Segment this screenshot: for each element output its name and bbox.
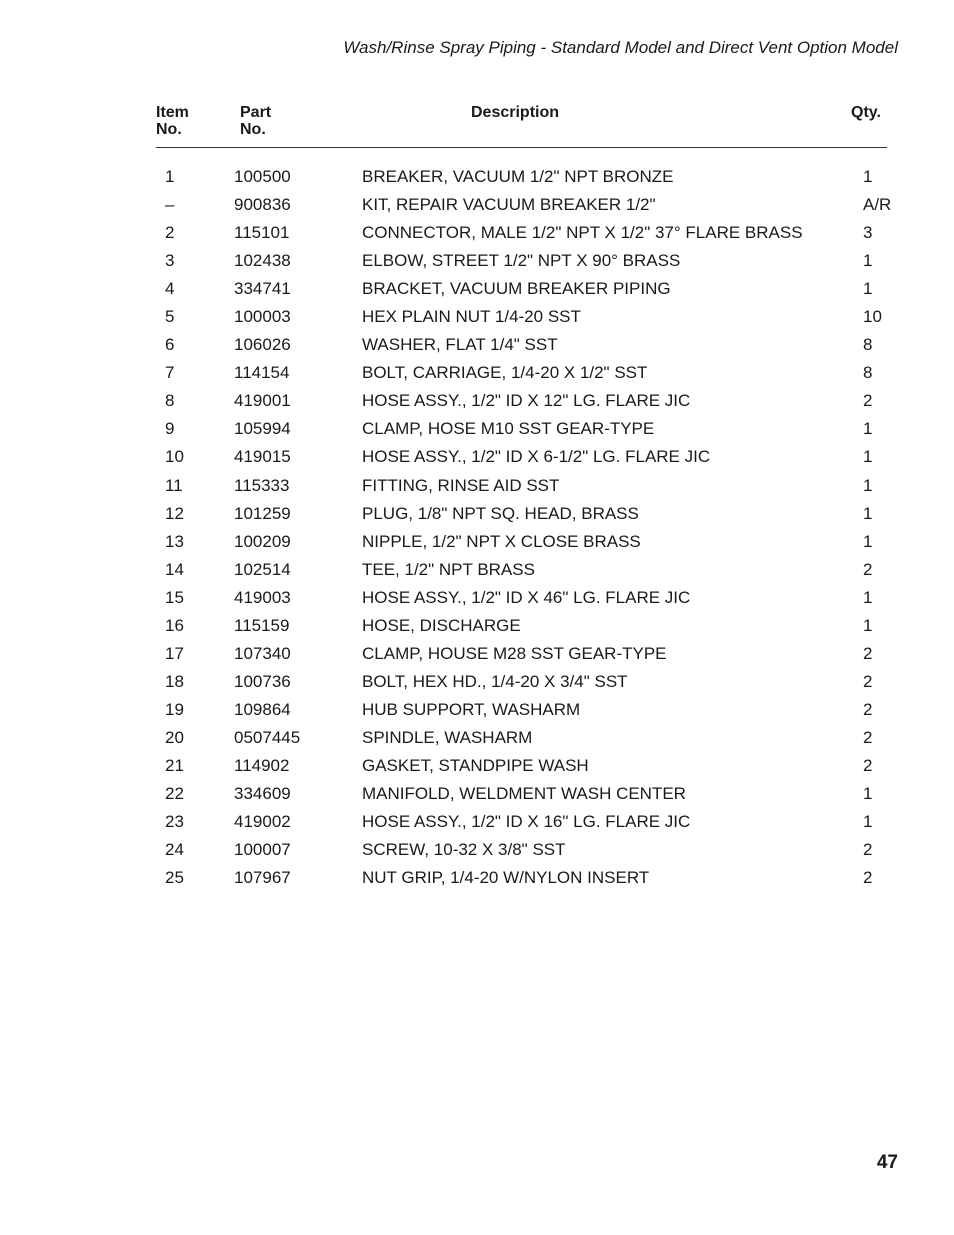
part-quantity: 2 (863, 671, 873, 691)
item-number: 22 (165, 784, 184, 804)
part-number: 115333 (234, 475, 290, 495)
part-quantity: 1 (863, 279, 873, 299)
column-header-part-no (240, 104, 271, 138)
part-number: 419003 (234, 587, 291, 607)
column-header-item-line1: Item (156, 104, 189, 121)
part-description: ELBOW, STREET 1/2" NPT X 90° BRASS (362, 251, 681, 271)
part-description: HEX PLAIN NUT 1/4-20 SST (362, 307, 581, 327)
part-quantity: 2 (863, 643, 873, 663)
part-number: 100209 (234, 531, 291, 551)
part-number: 900836 (234, 195, 291, 215)
column-header-item-no (156, 104, 189, 138)
part-number: 114902 (234, 755, 290, 775)
table-row (0, 836, 954, 864)
part-description: CLAMP, HOSE M10 SST GEAR-TYPE (362, 419, 655, 439)
part-quantity: 8 (863, 363, 873, 383)
part-description: CLAMP, HOUSE M28 SST GEAR-TYPE (362, 643, 667, 663)
part-description: CONNECTOR, MALE 1/2" NPT X 1/2" 37° FLARE BRASS (362, 223, 803, 243)
part-number: 419015 (234, 447, 291, 467)
item-number: 20 (165, 727, 184, 747)
part-number: 102514 (234, 559, 291, 579)
part-description: GASKET, STANDPIPE WASH (362, 755, 589, 775)
item-number: 16 (165, 615, 184, 635)
table-row (0, 640, 954, 668)
item-number: 5 (165, 307, 175, 327)
part-number: 100003 (234, 307, 291, 327)
table-row (0, 163, 954, 191)
part-number: 102438 (234, 251, 291, 271)
part-number: 334741 (234, 279, 291, 299)
part-number: 114154 (234, 363, 290, 383)
part-quantity: 1 (863, 503, 873, 523)
table-row (0, 443, 954, 471)
part-quantity: 10 (863, 307, 882, 327)
part-quantity: 2 (863, 559, 873, 579)
table-row (0, 808, 954, 836)
part-description: SPINDLE, WASHARM (362, 727, 533, 747)
part-description: HOSE ASSY., 1/2" ID X 6-1/2" LG. FLARE JIC (362, 447, 711, 467)
item-number: 23 (165, 812, 184, 832)
part-number: 101259 (234, 503, 291, 523)
item-number: 11 (165, 475, 183, 495)
table-row (0, 724, 954, 752)
item-number: 2 (165, 223, 175, 243)
item-number: 7 (165, 363, 175, 383)
part-description: HOSE ASSY., 1/2" ID X 12" LG. FLARE JIC (362, 391, 691, 411)
part-quantity: 1 (863, 784, 873, 804)
part-description: PLUG, 1/8" NPT SQ. HEAD, BRASS (362, 503, 639, 523)
table-row (0, 219, 954, 247)
part-number: 334609 (234, 784, 291, 804)
item-number: 4 (165, 279, 175, 299)
column-header-qty: Qty. (851, 104, 881, 121)
part-quantity: 1 (863, 531, 873, 551)
page-number: 47 (876, 1152, 898, 1173)
part-description: BOLT, HEX HD., 1/4-20 X 3/4" SST (362, 671, 628, 691)
part-description: HUB SUPPORT, WASHARM (362, 699, 581, 719)
part-description: MANIFOLD, WELDMENT WASH CENTER (362, 784, 686, 804)
part-description: FITTING, RINSE AID SST (362, 475, 560, 495)
part-description: BRACKET, VACUUM BREAKER PIPING (362, 279, 671, 299)
part-quantity: 3 (863, 223, 873, 243)
table-row (0, 752, 954, 780)
part-description: HOSE ASSY., 1/2" ID X 46" LG. FLARE JIC (362, 587, 691, 607)
running-title: Wash/Rinse Spray Piping - Standard Model and Direct Vent Option Model (343, 38, 898, 57)
part-description: WASHER, FLAT 1/4" SST (362, 335, 558, 355)
table-row (0, 528, 954, 556)
part-number: 115159 (234, 615, 290, 635)
item-number: 18 (165, 671, 184, 691)
item-number: 3 (165, 251, 175, 271)
part-quantity: 2 (863, 699, 873, 719)
table-row (0, 387, 954, 415)
part-number: 107967 (234, 868, 291, 888)
part-number: 105994 (234, 419, 291, 439)
table-row (0, 191, 954, 219)
part-quantity: 2 (863, 840, 873, 860)
part-number: 419001 (234, 391, 291, 411)
column-header-part-line2: No. (240, 121, 266, 138)
part-quantity: 1 (863, 615, 873, 635)
part-description: NUT GRIP, 1/4-20 W/NYLON INSERT (362, 868, 650, 888)
part-quantity: 2 (863, 727, 873, 747)
part-number: 0507445 (234, 727, 301, 747)
table-row (0, 415, 954, 443)
part-quantity: 1 (863, 812, 873, 832)
item-number: 15 (165, 587, 184, 607)
part-description: SCREW, 10-32 X 3/8" SST (362, 840, 566, 860)
part-quantity: 1 (863, 251, 873, 271)
table-row (0, 331, 954, 359)
part-quantity: 8 (863, 335, 873, 355)
header-divider (156, 147, 887, 148)
part-number: 100736 (234, 671, 291, 691)
item-number: 13 (165, 531, 184, 551)
table-row (0, 864, 954, 892)
item-number: 14 (165, 559, 184, 579)
part-quantity: 1 (863, 475, 873, 495)
part-quantity: 1 (863, 587, 873, 607)
table-row (0, 359, 954, 387)
table-row (0, 275, 954, 303)
item-number: 19 (165, 699, 184, 719)
item-number: 17 (165, 643, 184, 663)
table-row (0, 696, 954, 724)
part-number: 115101 (234, 223, 290, 243)
item-number: 24 (165, 840, 184, 860)
item-number: 9 (165, 419, 175, 439)
table-row (0, 780, 954, 808)
part-number: 106026 (234, 335, 291, 355)
part-quantity: 2 (863, 868, 873, 888)
part-quantity: 2 (863, 391, 873, 411)
item-number: 6 (165, 335, 175, 355)
item-number: 21 (165, 755, 184, 775)
item-number: – (165, 195, 175, 215)
item-number: 1 (165, 167, 175, 186)
item-number: 10 (165, 447, 184, 467)
part-quantity: 1 (863, 167, 873, 186)
table-row (0, 612, 954, 640)
part-description: TEE, 1/2" NPT BRASS (362, 559, 535, 579)
part-number: 419002 (234, 812, 291, 832)
table-row (0, 500, 954, 528)
item-number: 12 (165, 503, 184, 523)
table-row (0, 584, 954, 612)
part-description: HOSE, DISCHARGE (362, 615, 521, 635)
part-quantity: 1 (863, 419, 873, 439)
part-quantity: 1 (863, 447, 873, 467)
table-row (0, 472, 954, 500)
item-number: 8 (165, 391, 175, 411)
part-number: 100007 (234, 840, 291, 860)
column-header-item-line2: No. (156, 121, 182, 138)
part-number: 107340 (234, 643, 291, 663)
item-number: 25 (165, 868, 184, 888)
part-quantity: A/R (863, 195, 892, 215)
part-description: BREAKER, VACUUM 1/2" NPT BRONZE (362, 167, 674, 186)
table-row (0, 668, 954, 696)
part-description: KIT, REPAIR VACUUM BREAKER 1/2" (362, 195, 656, 215)
part-number: 109864 (234, 699, 291, 719)
part-number: 100500 (234, 167, 291, 186)
table-row (0, 556, 954, 584)
part-description: BOLT, CARRIAGE, 1/4-20 X 1/2" SST (362, 363, 648, 383)
part-quantity: 2 (863, 755, 873, 775)
part-description: HOSE ASSY., 1/2" ID X 16" LG. FLARE JIC (362, 812, 691, 832)
parts-list-table (0, 163, 954, 892)
table-row (0, 303, 954, 331)
column-header-description: Description (471, 104, 560, 121)
table-row (0, 247, 954, 275)
part-description: NIPPLE, 1/2" NPT X CLOSE BRASS (362, 531, 641, 551)
column-header-part-line1: Part (240, 104, 272, 121)
